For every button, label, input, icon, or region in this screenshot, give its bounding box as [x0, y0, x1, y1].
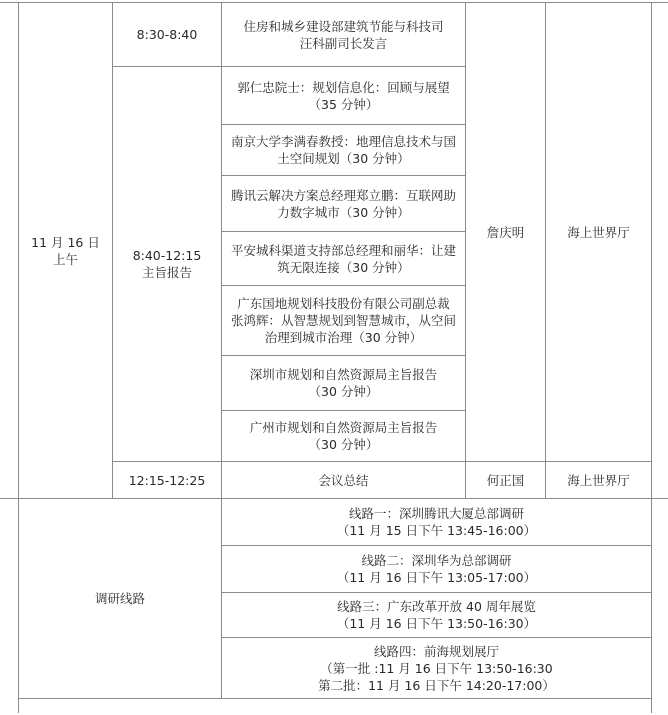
- talk-item: [222, 232, 465, 285]
- content-cell: [222, 462, 465, 498]
- talk-line: 广州市规划和自然资源局主旨报告: [249, 420, 438, 435]
- period-text: 上午: [52, 251, 78, 267]
- route-line: 线路四：前海规划展厅: [373, 643, 499, 659]
- talk-line: 郭仁忠院士：规划信息化：回顾与展望: [237, 79, 450, 95]
- route-line: 线路三：广东改革开放 40 周年展览: [337, 599, 536, 614]
- talk-item: [222, 286, 465, 355]
- date-cell: [19, 3, 112, 498]
- talk-item: [222, 411, 465, 461]
- talk-line: 深圳市规划和自然资源局主旨报告: [249, 367, 438, 382]
- route-line: （11 月 15 日下午 13:45-16:00）: [336, 523, 537, 538]
- host-name: 詹庆明: [486, 224, 525, 240]
- talk-line: 腾讯云解决方案总经理郑立鹏：互联网助: [230, 187, 456, 203]
- route-item: [222, 499, 651, 545]
- talk-line: 广东国地规划科技股份有限公司副总裁: [237, 296, 450, 311]
- talk-line: 筑无限连接（30 分钟）: [277, 259, 410, 275]
- talk-line: （30 分钟）: [308, 384, 379, 399]
- route-line: 第二批：11 月 16 日下午 14:20-17:00）: [318, 677, 555, 693]
- talk-item: [222, 67, 465, 124]
- talk-line: （35 分钟）: [308, 96, 379, 112]
- table-border-right: [651, 2, 652, 713]
- time-text: 8:30-8:40: [136, 27, 198, 42]
- content-line: 汪科副司长发言: [299, 35, 388, 51]
- content-line: 会议总结: [318, 472, 369, 488]
- content-line: 住房和城乡建设部建筑节能与科技司: [243, 18, 444, 34]
- talk-item: [222, 356, 465, 410]
- route-line: （11 月 16 日下午 13:05-17:00）: [336, 570, 537, 585]
- date-text: 11 月 16 日: [31, 234, 100, 250]
- content-cell: [222, 3, 465, 66]
- route-line: （11 月 16 日下午 13:50-16:30）: [336, 616, 537, 631]
- table-border-bottom: [18, 698, 652, 699]
- talk-line: 张鸿辉：从智慧规划到智慧城市，从空间: [230, 313, 456, 328]
- talk-item: [222, 125, 465, 175]
- time-cell: [113, 462, 221, 498]
- talk-item: [222, 176, 465, 231]
- talk-line: 土空间规划（30 分钟）: [277, 151, 410, 166]
- talk-line: （30 分钟）: [308, 437, 379, 452]
- route-line: 线路二：深圳华为总部调研: [361, 553, 512, 568]
- host-name: 何正国: [486, 472, 525, 488]
- venue-name: 海上世界厅: [567, 472, 630, 488]
- time-cell: [113, 3, 221, 66]
- talk-line: 平安城科渠道支持部总经理和丽华：让建: [230, 242, 456, 258]
- route-line: 线路一：深圳腾讯大厦总部调研: [348, 506, 524, 521]
- venue-name: 海上世界厅: [567, 224, 630, 240]
- host-cell: [466, 3, 545, 461]
- route-item: [222, 546, 651, 592]
- time-cell: [113, 67, 221, 461]
- route-line: （第一批 :11 月 16 日下午 13:50-16:30: [320, 660, 553, 676]
- research-label-cell: [19, 499, 221, 698]
- host-cell: [466, 462, 545, 498]
- research-label: 调研线路: [94, 591, 145, 606]
- venue-cell: [546, 462, 651, 498]
- venue-cell: [546, 3, 651, 461]
- time-text: 8:40-12:15: [132, 248, 202, 263]
- talk-line: 力数字城市（30 分钟）: [277, 204, 410, 220]
- talk-line: 南京大学李满春教授：地理信息技术与国: [230, 134, 456, 149]
- time-text: 12:15-12:25: [128, 472, 206, 488]
- session-label: 主旨报告: [141, 265, 192, 280]
- route-item: [222, 638, 651, 698]
- talk-line: 治理到城市治理（30 分钟）: [264, 330, 423, 345]
- route-item: [222, 593, 651, 637]
